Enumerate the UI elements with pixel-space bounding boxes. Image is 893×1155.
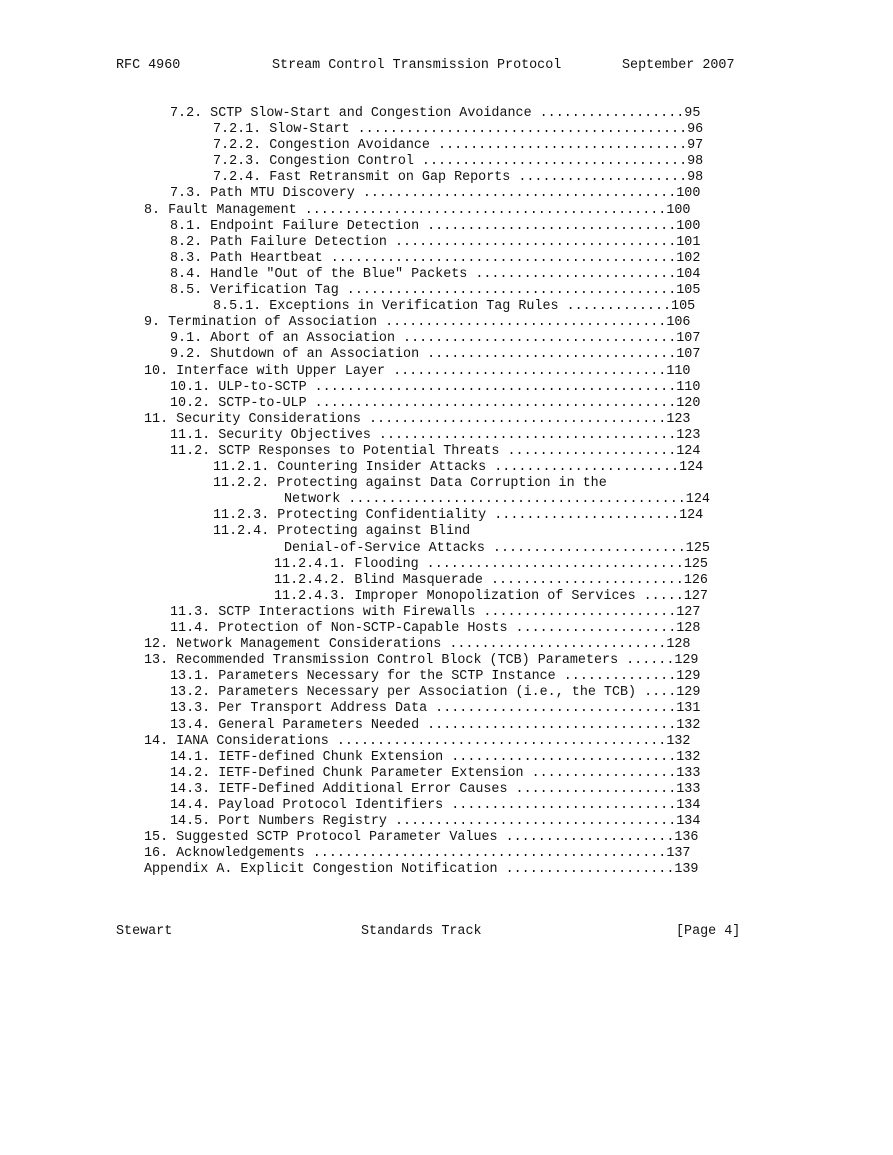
toc-entry[interactable]: 8.2. Path Failure Detection ...................................101	[170, 234, 701, 250]
header-date: September 2007	[622, 58, 735, 73]
toc-entry[interactable]: 14.5. Port Numbers Registry ...................................134	[170, 814, 701, 830]
toc-entry[interactable]: 11.2.4.1. Flooding ................................125	[274, 556, 708, 572]
toc-entry[interactable]: 9.1. Abort of an Association ..................................107	[170, 331, 701, 347]
toc-entry[interactable]: 11.2.2. Protecting against Data Corruption in the	[213, 476, 607, 492]
toc-entry[interactable]: 14.4. Payload Protocol Identifiers ............................134	[170, 798, 701, 814]
toc-entry[interactable]: 14. IANA Considerations .........................................132	[144, 733, 691, 749]
toc-entry[interactable]: 11. Security Considerations .....................................123	[144, 411, 691, 427]
toc-entry[interactable]: 11.3. SCTP Interactions with Firewalls ........................127	[170, 604, 701, 620]
footer-status: Standards Track	[361, 924, 482, 939]
toc-entry[interactable]: 11.4. Protection of Non-SCTP-Capable Hosts ....................128	[170, 621, 701, 636]
toc-entry[interactable]: 7.2.3. Congestion Control .................................98	[213, 154, 704, 170]
toc-entry[interactable]: 11.2.4.3. Improper Monopolization of Services .....127	[274, 588, 708, 604]
toc-entry[interactable]: 16. Acknowledgements ............................................137	[144, 846, 691, 862]
toc-entry[interactable]: 14.1. IETF-defined Chunk Extension ............................132	[170, 749, 701, 765]
toc-entry[interactable]: 9.2. Shutdown of an Association ...............................107	[170, 347, 701, 363]
toc-entry[interactable]: 7.2.2. Congestion Avoidance ...............................97	[213, 138, 704, 154]
toc-entry[interactable]: 12. Network Management Considerations ...........................128	[144, 637, 691, 653]
table-of-contents	[0, 106, 893, 879]
toc-entry[interactable]: 7.2.4. Fast Retransmit on Gap Reports .....................98	[213, 170, 704, 186]
toc-entry[interactable]: 11.2.4. Protecting against Blind	[213, 524, 471, 540]
toc-entry[interactable]: 8.5. Verification Tag .........................................105	[170, 283, 701, 299]
toc-entry[interactable]: 11.2. SCTP Responses to Potential Threats .....................124	[170, 443, 701, 459]
toc-entry[interactable]: 8.3. Path Heartbeat ...........................................102	[170, 250, 701, 266]
toc-entry[interactable]: 10. Interface with Upper Layer ..................................110	[144, 363, 691, 379]
toc-entry[interactable]: 8.5.1. Exceptions in Verification Tag Rules .............105	[213, 299, 696, 315]
toc-entry[interactable]: 11.2.1. Countering Insider Attacks .......................124	[213, 460, 704, 476]
toc-entry[interactable]: 14.2. IETF-Defined Chunk Parameter Extension ..................133	[170, 765, 701, 781]
toc-entry[interactable]: 14.3. IETF-Defined Additional Error Causes ....................133	[170, 781, 701, 797]
toc-entry[interactable]: 13.3. Per Transport Address Data ..............................131	[170, 701, 701, 717]
footer-page-number: [Page 4]	[676, 924, 741, 939]
toc-entry[interactable]: 7.2.1. Slow-Start .........................................96	[213, 122, 704, 138]
toc-entry[interactable]: Appendix A. Explicit Congestion Notification .....................139	[144, 862, 699, 878]
toc-entry[interactable]: 11.2.3. Protecting Confidentiality .......................124	[213, 508, 704, 524]
toc-entry[interactable]: 11.1. Security Objectives .....................................123	[170, 427, 701, 443]
toc-entry[interactable]: 7.3. Path MTU Discovery .......................................100	[170, 186, 701, 202]
toc-entry[interactable]: 13.4. General Parameters Needed ...............................132	[170, 717, 701, 733]
toc-entry[interactable]: 13.2. Parameters Necessary per Association (i.e., the TCB) ....129	[170, 685, 701, 701]
footer-author: Stewart	[116, 924, 173, 939]
toc-entry[interactable]: 8.4. Handle "Out of the Blue" Packets .........................104	[170, 266, 701, 282]
toc-entry[interactable]: 13.1. Parameters Necessary for the SCTP Instance ..............129	[170, 669, 701, 685]
toc-entry[interactable]: 13. Recommended Transmission Control Block (TCB) Parameters ......129	[144, 653, 699, 669]
toc-entry[interactable]: 8.1. Endpoint Failure Detection ...............................100	[170, 218, 701, 234]
toc-entry[interactable]: 7.2. SCTP Slow-Start and Congestion Avoidance ..................95	[170, 106, 701, 121]
toc-entry[interactable]: 15. Suggested SCTP Protocol Parameter Values .....................136	[144, 830, 699, 846]
toc-entry[interactable]: 11.2.4.2. Blind Masquerade ........................126	[274, 572, 708, 588]
toc-entry[interactable]: Network ..........................................124	[284, 492, 710, 508]
toc-entry[interactable]: 8. Fault Management .............................................100	[144, 202, 691, 218]
toc-entry[interactable]: Denial-of-Service Attacks ........................125	[284, 540, 710, 556]
toc-entry[interactable]: 9. Termination of Association ...................................106	[144, 315, 691, 331]
toc-entry[interactable]: 10.2. SCTP-to-ULP .............................................120	[170, 395, 701, 411]
header-document-title: Stream Control Transmission Protocol	[272, 58, 562, 73]
header-rfc-number: RFC 4960	[116, 58, 181, 73]
toc-entry[interactable]: 10.1. ULP-to-SCTP .............................................110	[170, 379, 701, 395]
